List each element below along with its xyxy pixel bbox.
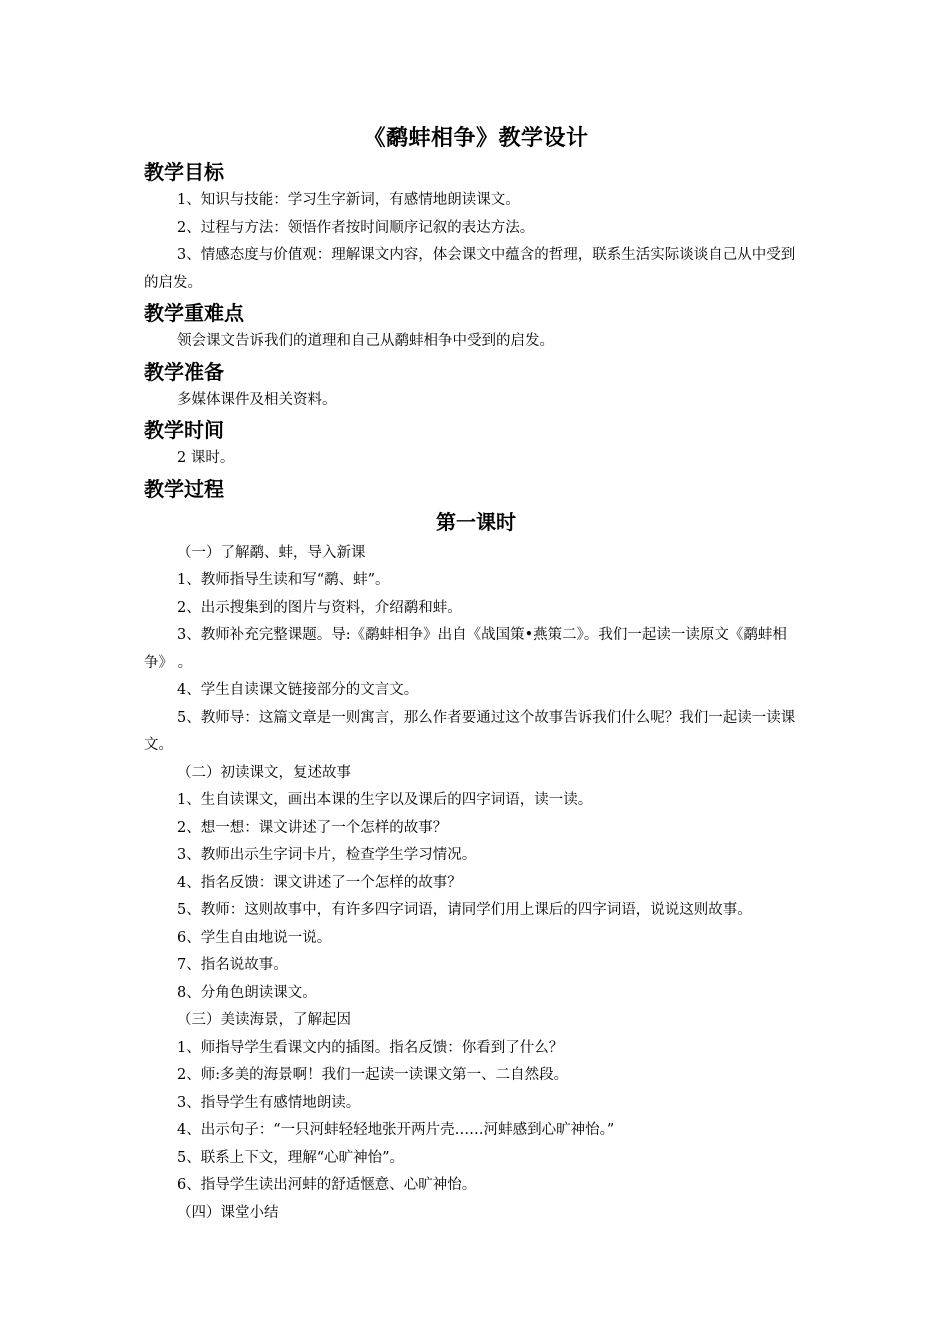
part2-item: 4、指名反馈：课文讲述了一个怎样的故事？: [177, 874, 462, 891]
part3-item: 5、联系上下文，理解“心旷神怡”。: [177, 1149, 405, 1166]
part4-title: （四）课堂小结: [177, 1204, 279, 1221]
goal-item: 1、知识与技能：学习生字新词，有感情地朗读课文。: [177, 192, 520, 208]
goal-item: 2、过程与方法：领悟作者按时间顺序记叙的表达方法。: [177, 219, 535, 236]
document-title: 《鹬蚌相争》教学设计: [363, 125, 589, 151]
part2-item: 8、分角色朗读课文。: [177, 984, 317, 1001]
part2-item: 1、生自读课文，画出本课的生字以及课后的四字词语，读一读。: [177, 792, 593, 808]
part3-item: 1、师指导学生看课文内的插图。指名反馈：你看到了什么？: [177, 1039, 564, 1056]
part1-item: 2、出示搜集到的图片与资料，介绍鹬和蚌。: [177, 599, 462, 616]
part3-item: 3、指导学生有感情地朗读。: [177, 1094, 361, 1111]
key-points-text: 领会课文告诉我们的道理和自己从鹬蚌相争中受到的启发。: [177, 333, 554, 349]
part2-item: 6、学生自由地说一说。: [177, 929, 332, 946]
part2-item: 7、指名说故事。: [177, 957, 288, 973]
part1-title: （一）了解鹬、蚌，导入新课: [177, 544, 366, 561]
document-body: [144, 120, 808, 1227]
part1-item: 5、教师导：这篇文章是一则寓言，那么作者要通过这个故事告诉我们什么呢？我们一起读一读课文。: [144, 709, 796, 753]
part2-item: 5、教师：这则故事中，有许多四字词语，请同学们用上课后的四字词语，说说这则故事。: [177, 902, 752, 918]
process-heading: 教学过程: [144, 476, 224, 501]
part3-item: 4、出示句子：“一只河蚌轻轻地张开两片壳……河蚌感到心旷神怡。”: [177, 1122, 615, 1138]
part1-item: 1、教师指导生读和写“鹬、蚌”。: [177, 572, 390, 588]
part1-item: 4、学生自读课文链接部分的文言文。: [177, 682, 419, 698]
time-text: 2 课时。: [177, 450, 235, 466]
part2-item: 3、教师出示生字词卡片，检查学生学习情况。: [177, 847, 477, 863]
goal-item: 3、情感态度与价值观：理解课文内容，体会课文中蕴含的哲理，联系生活实际谈谈自己从中受到的启发。: [144, 247, 796, 291]
preparation-text: 多媒体课件及相关资料。: [177, 391, 337, 408]
goals-heading: 教学目标: [144, 160, 224, 184]
part3-item: 2、师:多美的海景啊！我们一起读一读课文第一、二自然段。: [177, 1067, 569, 1083]
part3-item: 6、指导学生读出河蚌的舒适惬意、心旷神怡。: [177, 1177, 477, 1193]
part2-title: （二）初读课文，复述故事: [177, 764, 351, 781]
part3-title: （三）美读海景，了解起因: [177, 1012, 351, 1028]
part1-item: 3、教师补充完整课题。导:《鹬蚌相争》出自《战国策•燕策二》。我们一起读一读原文《鹬蚌相争》 。: [144, 627, 787, 671]
part2-item: 2、想一想：课文讲述了一个怎样的故事？: [177, 819, 448, 836]
lesson-title: 第一课时: [436, 509, 516, 534]
key-points-heading: 教学重难点: [144, 301, 244, 325]
time-heading: 教学时间: [144, 418, 224, 442]
preparation-heading: 教学准备: [144, 359, 224, 384]
